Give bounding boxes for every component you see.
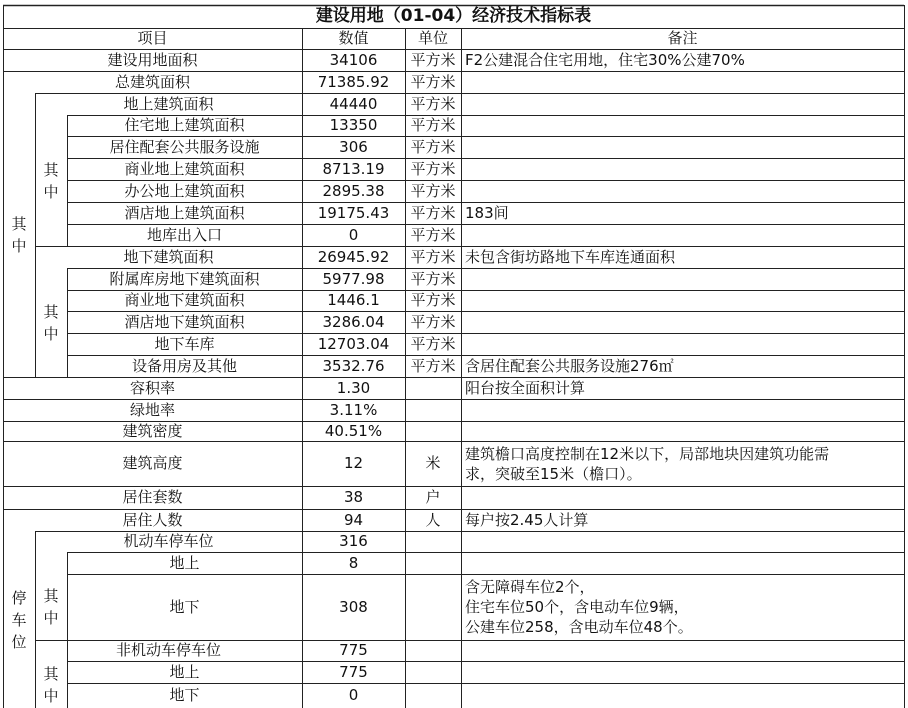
row-note [461, 531, 904, 552]
row-item: 酒店地上建筑面积 [124, 203, 245, 222]
row-value: 40.51% [324, 421, 383, 440]
row-unit: 平方米 [410, 159, 456, 178]
header-note: 备注 [667, 29, 698, 47]
row-value: 8713.19 [322, 159, 385, 178]
row-value: 0 [348, 686, 359, 704]
row-unit [405, 683, 461, 708]
row-value: 316 [339, 532, 368, 550]
table-title: 建设用地（01-04）经济技术指标表 [315, 6, 592, 26]
row-item: 居住套数 [122, 488, 183, 506]
row-item: 绿地率 [129, 400, 175, 419]
row-note [461, 333, 904, 355]
row-value: 1.30 [336, 378, 371, 397]
row-value: 44440 [329, 94, 378, 113]
row-value: 3286.04 [322, 312, 385, 331]
row-item: 地库出入口 [146, 225, 222, 244]
row-value: 775 [339, 641, 368, 659]
row-item: 地下车库 [154, 334, 215, 353]
row-value: 3.11% [329, 400, 378, 419]
row-item: 机动车停车位 [123, 532, 214, 550]
row-value: 308 [339, 597, 368, 616]
row-item: 居住配套公共服务设施 [109, 137, 260, 156]
row-item: 建设用地面积 [107, 50, 198, 69]
row-note [461, 71, 904, 93]
row-unit: 平方米 [410, 137, 456, 156]
row-note [461, 136, 904, 158]
group-label-qizhong-below: 其中 [43, 302, 59, 343]
row-unit: 平方米 [410, 94, 456, 113]
row-item: 设备用房及其他 [131, 356, 237, 375]
row-value: 0 [348, 225, 359, 244]
row-item: 总建筑面积 [114, 72, 190, 91]
row-item: 地下建筑面积 [123, 247, 214, 266]
row-note: 每户按2.45人计算 [465, 510, 589, 529]
row-item: 地上 [169, 662, 200, 681]
row-note [461, 158, 904, 180]
header-item: 项目 [137, 29, 168, 47]
row-note [461, 311, 904, 333]
row-note: 建筑檐口高度控制在12米以下，局部地块因建筑功能需 求，突破至15米（檐口）。 [465, 444, 830, 483]
row-note: 含居住配套公共服务设施276㎡ [465, 356, 674, 375]
row-value: 19175.43 [317, 203, 390, 222]
row-unit: 户 [425, 488, 441, 506]
row-note [461, 640, 904, 661]
row-value: 5977.98 [322, 269, 385, 288]
row-note [461, 683, 904, 708]
row-note [461, 224, 904, 246]
row-unit: 平方米 [410, 269, 456, 288]
row-note [461, 552, 904, 574]
group-label-qizhong-above: 其中 [43, 160, 59, 201]
row-item: 建筑密度 [122, 421, 183, 440]
row-note: 含无障碍车位2个， 住宅车位50个，含电动车位9辆， 公建车位258，含电动车位48个。 [465, 578, 693, 636]
row-note [461, 93, 904, 115]
row-item: 附属库房地下建筑面积 [109, 269, 260, 288]
row-note [461, 115, 904, 136]
row-value: 8 [348, 553, 359, 572]
row-note [461, 399, 904, 421]
row-unit: 平方米 [410, 50, 456, 69]
row-unit [405, 574, 461, 640]
row-item: 酒店地下建筑面积 [124, 312, 245, 331]
row-unit: 米 [425, 454, 441, 472]
row-value: 26945.92 [317, 247, 390, 266]
row-unit [405, 640, 461, 661]
row-note [461, 486, 904, 509]
row-unit [405, 552, 461, 574]
row-unit: 平方米 [410, 312, 456, 331]
row-item: 容积率 [129, 378, 175, 397]
row-item: 商业地下建筑面积 [124, 291, 245, 309]
header-value: 数值 [338, 29, 369, 47]
row-unit [405, 531, 461, 552]
row-unit: 平方米 [410, 225, 456, 244]
row-unit [405, 377, 461, 399]
row-item: 住宅地上建筑面积 [124, 116, 245, 134]
row-value: 12703.04 [317, 334, 390, 353]
row-item: 办公地上建筑面积 [124, 181, 245, 200]
row-value: 1446.1 [327, 291, 380, 309]
row-note [461, 180, 904, 202]
group-label-qizhong: 其中 [11, 215, 27, 255]
row-unit [405, 421, 461, 441]
header-unit: 单位 [417, 29, 448, 47]
row-value: 306 [339, 137, 368, 156]
row-note [461, 421, 904, 441]
row-note [461, 268, 904, 290]
row-item: 地下 [169, 686, 200, 704]
row-unit [405, 399, 461, 421]
row-item: 建筑高度 [122, 454, 183, 472]
row-unit [405, 661, 461, 683]
row-value: 775 [339, 662, 368, 681]
row-value: 12 [343, 454, 364, 472]
row-note: 未包含街坊路地下车库连通面积 [465, 247, 676, 266]
row-value: 3532.76 [322, 356, 385, 375]
row-note [461, 661, 904, 683]
row-note: 阳台按全面积计算 [465, 378, 586, 397]
row-item: 地上 [169, 553, 200, 572]
row-unit: 人 [425, 510, 441, 529]
row-item: 地上建筑面积 [123, 94, 214, 113]
row-value: 2895.38 [322, 181, 385, 200]
row-unit: 平方米 [410, 203, 456, 222]
row-value: 38 [343, 488, 364, 506]
row-note: 183间 [465, 203, 509, 222]
row-value: 13350 [329, 116, 378, 134]
row-unit: 平方米 [410, 291, 456, 309]
group-label-parking: 停车位 [11, 588, 27, 651]
row-unit: 平方米 [410, 116, 456, 134]
row-item: 非机动车停车位 [115, 641, 221, 659]
row-value: 71385.92 [317, 72, 390, 91]
row-note [461, 290, 904, 311]
row-value: 94 [343, 510, 364, 529]
row-item: 居住人数 [122, 510, 183, 529]
row-unit: 平方米 [410, 334, 456, 353]
row-value: 34106 [329, 50, 378, 69]
row-unit: 平方米 [410, 356, 456, 375]
group-label-qizhong-bike: 其中 [43, 664, 59, 705]
row-unit: 平方米 [410, 72, 456, 91]
row-unit: 平方米 [410, 247, 456, 266]
group-label-qizhong-motor: 其中 [43, 586, 59, 627]
row-unit: 平方米 [410, 181, 456, 200]
row-note: F2公建混合住宅用地，住宅30%公建70% [465, 50, 745, 69]
row-item: 地下 [169, 597, 200, 616]
row-item: 商业地上建筑面积 [124, 159, 245, 178]
